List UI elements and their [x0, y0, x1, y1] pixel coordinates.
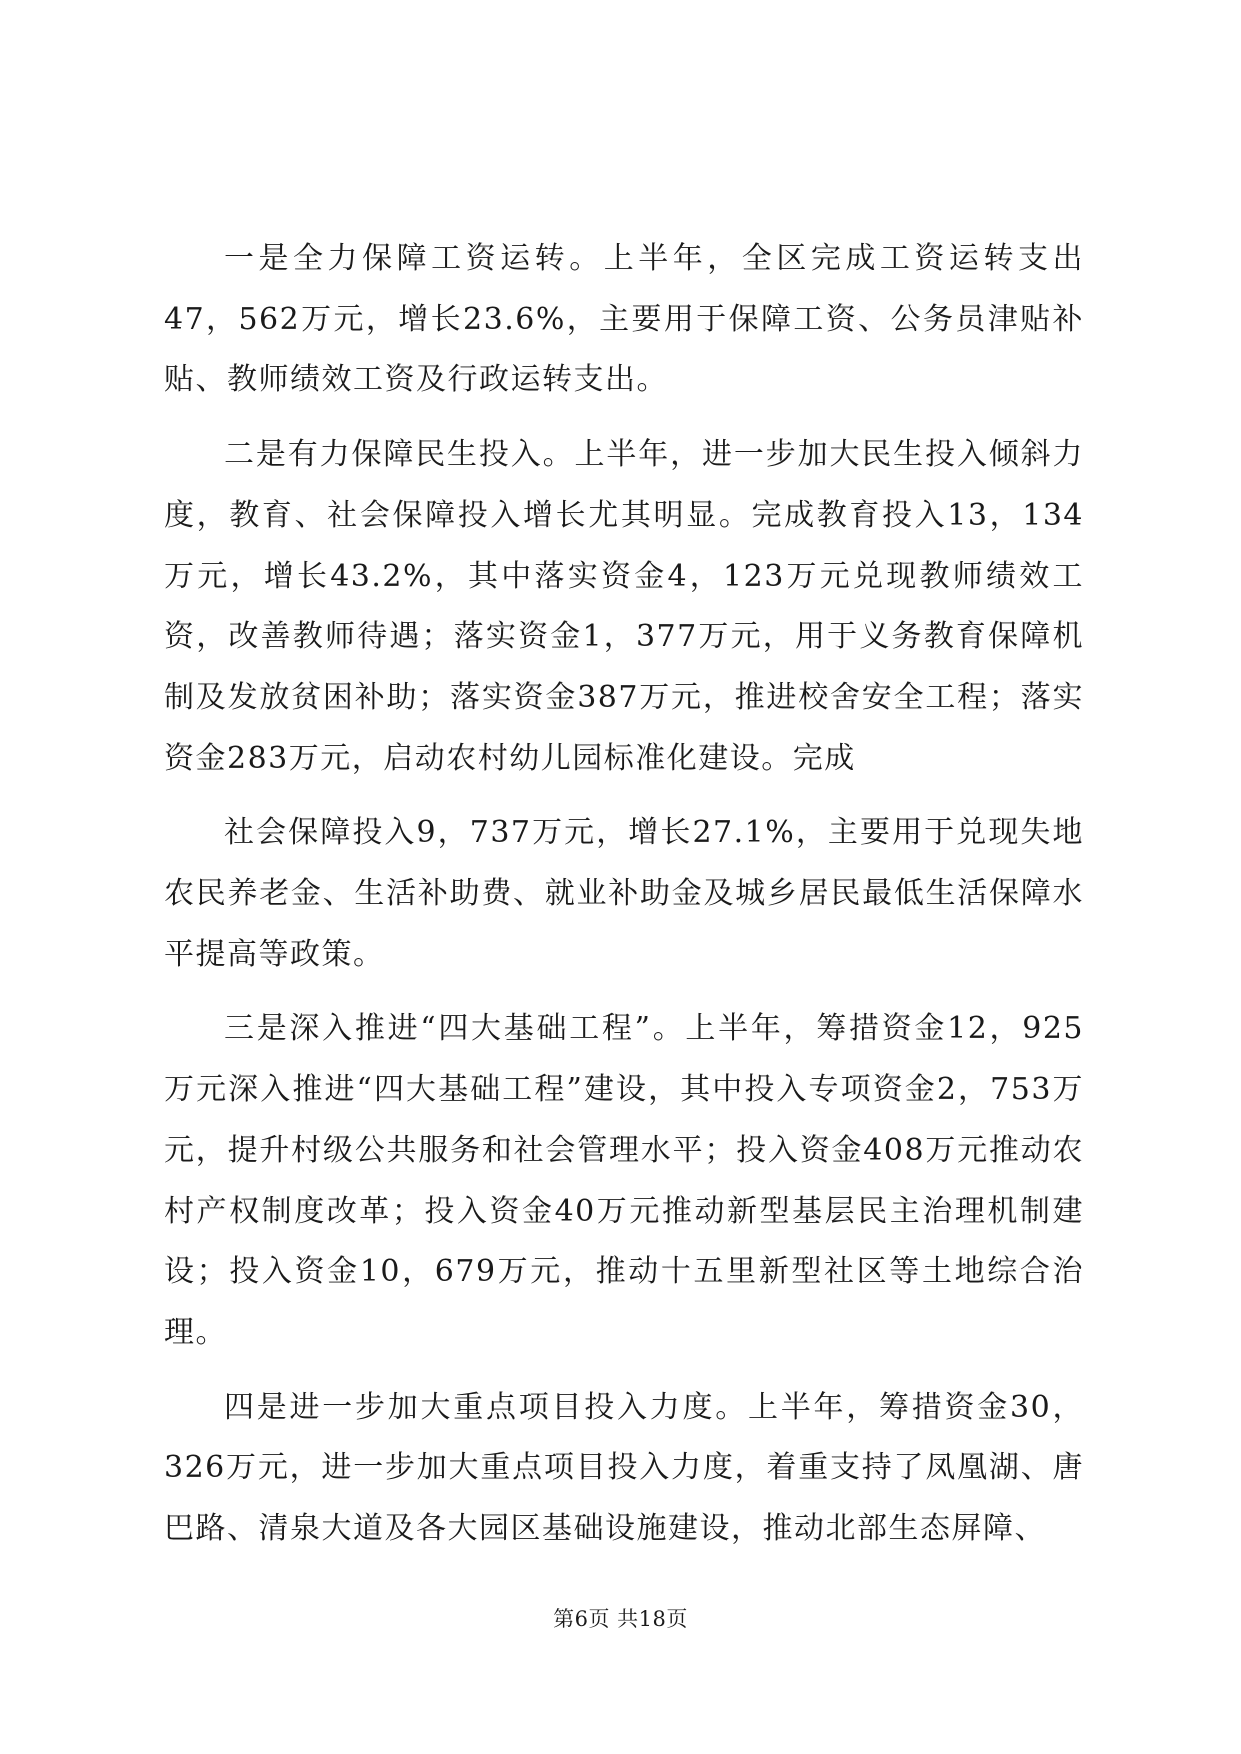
- paragraph-key-projects: 四是进一步加大重点项目投入力度。上半年，筹措资金30，326万元，进一步加大重点项目投入力度，着重支持了凤凰湖、唐巴路、清泉大道及各大园区基础设施建设，推动北部生态屏障、: [164, 1389, 1084, 1547]
- paragraph-wage-guarantee: 一是全力保障工资运转。上半年，全区完成工资运转支出47，562万元，增长23.6%，主要用于保障工资、公务员津贴补贴、教师绩效工资及行政运转支出。: [164, 241, 1084, 398]
- paragraph-four-basic-projects: 三是深入推进“四大基础工程”。上半年，筹措资金12，925万元深入推进“四大基础工程”建设，其中投入专项资金2，753万元，提升村级公共服务和社会管理水平；投入资金408万元推动农村产权制度改革；投入资金40万元推动新型基层民主治理机制建设；投入资金10，679万元，推动十五里新型社区等土地综合治理。: [164, 1011, 1084, 1350]
- page-number-footer: 第6页 共18页: [553, 1607, 688, 1631]
- paragraph-social-security: 社会保障投入9，737万元，增长27.1%，主要用于兑现失地农民养老金、生活补助费、就业补助金及城乡居民最低生活保障水平提高等政策。: [164, 815, 1084, 972]
- paragraph-livelihood-investment: 二是有力保障民生投入。上半年，进一步加大民生投入倾斜力度，教育、社会保障投入增长尤其明显。完成教育投入13，134万元，增长43.2%，其中落实资金4，123万元兑现教师绩效工资，改善教师待遇；落实资金1，377万元，用于义务教育保障机制及发放贫困补助；落实资金387万元，推进校舍安全工程；落实资金283万元，启动农村幼儿园标准化建设。完成: [164, 437, 1084, 776]
- document-body: [164, 229, 1084, 1560]
